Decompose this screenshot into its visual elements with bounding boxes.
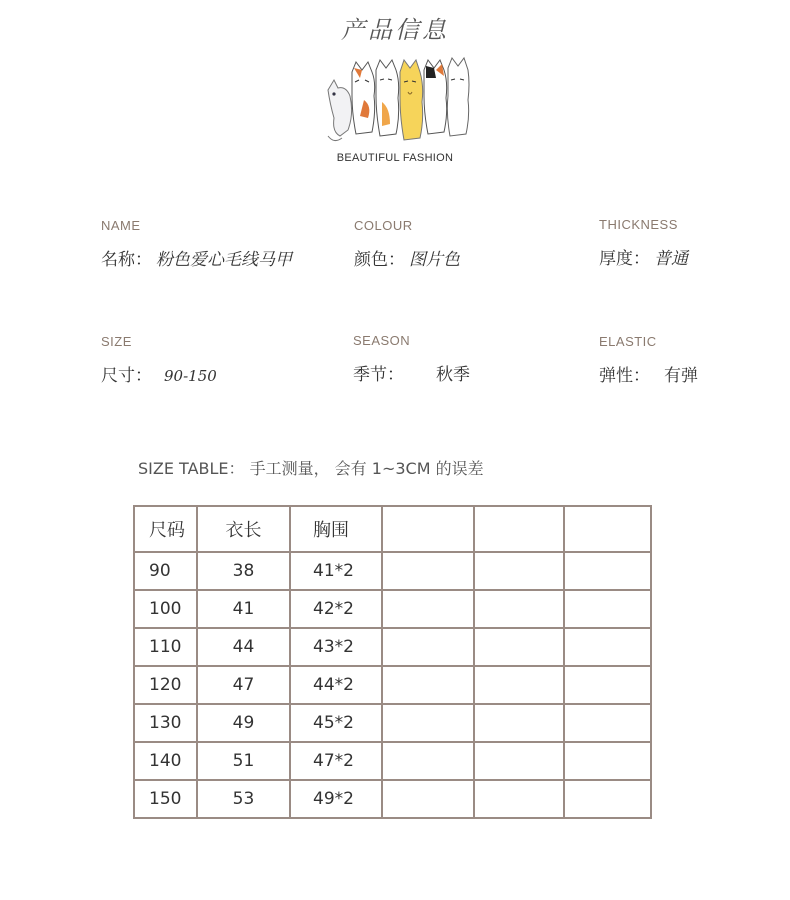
name-row xyxy=(101,245,292,270)
size-label-en: SIZE xyxy=(101,334,132,349)
colour-row xyxy=(354,245,460,270)
colour-field xyxy=(354,218,460,270)
elastic-label-en: ELASTIC xyxy=(599,334,657,349)
name-label-en: NAME xyxy=(101,218,141,233)
name-label-zh: 名称： xyxy=(101,250,152,270)
season-label-zh: 季节： xyxy=(353,365,404,385)
empty-cell xyxy=(564,704,651,742)
season-label-en: SEASON xyxy=(353,333,411,348)
size-cell: 90 xyxy=(134,552,197,590)
empty-cell xyxy=(564,590,651,628)
chest-cell: 43*2 xyxy=(290,628,382,666)
length-cell: 51 xyxy=(197,742,290,780)
size-cell: 110 xyxy=(134,628,197,666)
name-field xyxy=(101,218,292,270)
size-label-zh: 尺寸： xyxy=(101,366,152,386)
chest-cell: 44*2 xyxy=(290,666,382,704)
empty-cell xyxy=(474,590,564,628)
size-table xyxy=(133,505,652,819)
size-row xyxy=(101,361,217,386)
chest-cell: 41*2 xyxy=(290,552,382,590)
length-cell: 41 xyxy=(197,590,290,628)
empty-cell xyxy=(474,742,564,780)
size-field xyxy=(101,334,217,386)
length-cell: 44 xyxy=(197,628,290,666)
thickness-label-zh: 厚度： xyxy=(599,249,650,269)
length-cell: 38 xyxy=(197,552,290,590)
chest-cell: 47*2 xyxy=(290,742,382,780)
elastic-row xyxy=(599,361,698,386)
header-cell: 尺码 xyxy=(134,506,197,552)
name-value: 粉色爱心毛线马甲 xyxy=(156,250,292,270)
empty-cell xyxy=(382,666,474,704)
table-row xyxy=(134,704,651,742)
size-cell: 100 xyxy=(134,590,197,628)
table-row xyxy=(134,628,651,666)
elastic-field xyxy=(599,334,698,386)
table-row xyxy=(134,666,651,704)
season-value: 秋季 xyxy=(436,365,470,385)
length-cell: 53 xyxy=(197,780,290,818)
size-cell: 120 xyxy=(134,666,197,704)
empty-cell xyxy=(474,704,564,742)
empty-cell xyxy=(474,780,564,818)
elastic-label-zh: 弹性： xyxy=(599,366,650,386)
season-field xyxy=(353,333,470,385)
empty-cell xyxy=(382,590,474,628)
colour-label-zh: 颜色： xyxy=(354,250,405,270)
thickness-value: 普通 xyxy=(654,249,688,269)
brand-logo xyxy=(320,52,470,170)
size-value: 90-150 xyxy=(164,367,217,385)
chest-cell: 45*2 xyxy=(290,704,382,742)
empty-cell xyxy=(474,552,564,590)
empty-cell xyxy=(564,780,651,818)
empty-cell xyxy=(382,704,474,742)
length-cell: 49 xyxy=(197,704,290,742)
empty-cell xyxy=(382,742,474,780)
chest-cell: 42*2 xyxy=(290,590,382,628)
thickness-label-en: THICKNESS xyxy=(599,217,678,232)
empty-cell xyxy=(564,742,651,780)
chest-cell: 49*2 xyxy=(290,780,382,818)
empty-cell xyxy=(474,666,564,704)
size-cell: 140 xyxy=(134,742,197,780)
empty-cell xyxy=(564,552,651,590)
length-cell: 47 xyxy=(197,666,290,704)
cats-illustration-icon xyxy=(320,52,470,152)
size-cell: 130 xyxy=(134,704,197,742)
colour-label-en: COLOUR xyxy=(354,218,413,233)
table-row xyxy=(134,552,651,590)
empty-cell xyxy=(564,628,651,666)
header-cell xyxy=(382,506,474,552)
empty-cell xyxy=(382,628,474,666)
page-title: 产品信息 xyxy=(341,16,449,44)
empty-cell xyxy=(382,552,474,590)
size-table-caption: SIZE TABLE： 手工测量， 会有 1~3CM 的误差 xyxy=(138,459,484,478)
header-cell xyxy=(564,506,651,552)
thickness-row xyxy=(599,244,688,269)
header-cell: 衣长 xyxy=(197,506,290,552)
thickness-field xyxy=(599,217,688,269)
colour-value: 图片色 xyxy=(409,250,460,270)
header-cell: 胸围 xyxy=(290,506,382,552)
season-row xyxy=(353,360,470,385)
elastic-value: 有弹 xyxy=(664,366,698,386)
table-row xyxy=(134,590,651,628)
size-cell: 150 xyxy=(134,780,197,818)
logo-text: BEAUTIFUL FASHION xyxy=(336,152,454,164)
table-row xyxy=(134,742,651,780)
table-header-row xyxy=(134,506,651,552)
empty-cell xyxy=(564,666,651,704)
empty-cell xyxy=(382,780,474,818)
empty-cell xyxy=(474,628,564,666)
header-cell xyxy=(474,506,564,552)
table-row xyxy=(134,780,651,818)
